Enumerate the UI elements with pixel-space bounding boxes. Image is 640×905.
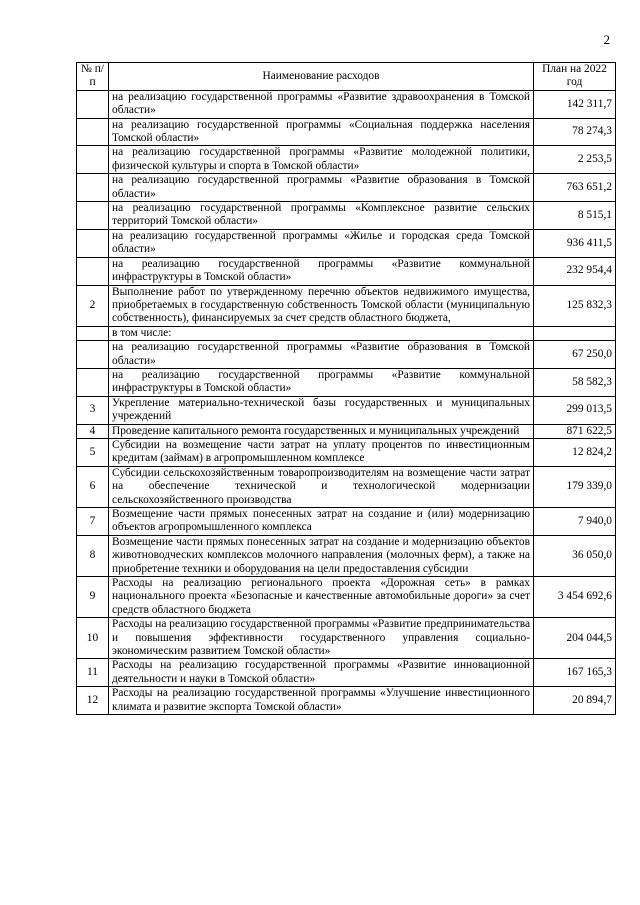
row-plan-value: 20 894,7: [534, 687, 616, 715]
row-description: на реализацию государственной программы «Развитие здравоохранения в Томской области»: [109, 90, 534, 118]
row-number: [77, 229, 109, 257]
row-description: Возмещение части прямых понесенных затрат на создание и модернизацию объектов животноводческих комплексов молочного направления (молочных ферм), а также на приобретение техники и оборудования на цели предоставления субсидии: [109, 535, 534, 576]
budget-table: [76, 62, 616, 715]
row-plan-value: 167 165,3: [534, 659, 616, 687]
table-row: [77, 438, 616, 466]
row-number: [77, 118, 109, 146]
row-description: на реализацию государственной программы «Комплексное развитие сельских территорий Томской области»: [109, 202, 534, 230]
table-row: [77, 659, 616, 687]
row-description: Расходы на реализацию государственной программы «Развитие предпринимательства и повышения эффективности государственного управления социально-экономическим развитием Томской области»: [109, 618, 534, 659]
table-row: [77, 508, 616, 536]
row-plan-value: 232 954,4: [534, 257, 616, 285]
header-number: № п/п: [77, 63, 109, 91]
row-plan-value: 12 824,2: [534, 438, 616, 466]
row-number: 9: [77, 577, 109, 618]
table-row: [77, 285, 616, 326]
row-description: в том числе:: [109, 326, 534, 340]
table-row: [77, 535, 616, 576]
row-number: [77, 368, 109, 396]
row-description: Расходы на реализацию регионального проекта «Дорожная сеть» в рамках национального проекта «Безопасные и качественные автомобильные дороги» за счет средств областного бюджета: [109, 577, 534, 618]
row-description: на реализацию государственной программы «Развитие коммунальной инфраструктуры в Томской области»: [109, 368, 534, 396]
table-row: [77, 687, 616, 715]
row-description: на реализацию государственной программы «Жилье и городская среда Томской области»: [109, 229, 534, 257]
table-row: [77, 174, 616, 202]
row-plan-value: 871 622,5: [534, 424, 616, 438]
header-name: Наименование расходов: [109, 63, 534, 91]
row-number: 3: [77, 396, 109, 424]
row-plan-value: 78 274,3: [534, 118, 616, 146]
row-number: 6: [77, 466, 109, 507]
row-description: Субсидии на возмещение части затрат на уплату процентов по инвестиционным кредитам (займам) в агропромышленном комплексе: [109, 438, 534, 466]
row-plan-value: 7 940,0: [534, 508, 616, 536]
table-row: [77, 326, 616, 340]
row-number: [77, 174, 109, 202]
table-row: [77, 118, 616, 146]
row-number: 5: [77, 438, 109, 466]
row-number: 12: [77, 687, 109, 715]
row-plan-value: 204 044,5: [534, 618, 616, 659]
row-plan-value: 179 339,0: [534, 466, 616, 507]
row-description: Укрепление материально-технической базы государственных и муниципальных учреждений: [109, 396, 534, 424]
table-row: [77, 229, 616, 257]
table-row: [77, 202, 616, 230]
row-number: [77, 90, 109, 118]
row-description: на реализацию государственной программы «Развитие коммунальной инфраструктуры в Томской области»: [109, 257, 534, 285]
row-description: Субсидии сельскохозяйственным товаропроизводителям на возмещение части затрат на обеспечение технической и технологической модернизации сельскохозяйственного производства: [109, 466, 534, 507]
row-plan-value: 125 832,3: [534, 285, 616, 326]
row-description: на реализацию государственной программы «Развитие образования в Томской области»: [109, 341, 534, 369]
table-row: [77, 396, 616, 424]
row-description: Проведение капитального ремонта государственных и муниципальных учреждений: [109, 424, 534, 438]
row-description: на реализацию государственной программы «Развитие образования в Томской области»: [109, 174, 534, 202]
row-number: 7: [77, 508, 109, 536]
row-plan-value: [534, 326, 616, 340]
row-number: [77, 146, 109, 174]
table-row: [77, 466, 616, 507]
row-number: 4: [77, 424, 109, 438]
row-plan-value: 299 013,5: [534, 396, 616, 424]
row-description: на реализацию государственной программы «Развитие молодежной политики, физической культуры и спорта в Томской области»: [109, 146, 534, 174]
table-row: [77, 90, 616, 118]
row-plan-value: 58 582,3: [534, 368, 616, 396]
row-plan-value: 763 651,2: [534, 174, 616, 202]
row-plan-value: 3 454 692,6: [534, 577, 616, 618]
row-description: на реализацию государственной программы «Социальная поддержка населения Томской области»: [109, 118, 534, 146]
table-row: [77, 368, 616, 396]
row-plan-value: 8 515,1: [534, 202, 616, 230]
row-number: [77, 257, 109, 285]
row-plan-value: 142 311,7: [534, 90, 616, 118]
table-row: [77, 577, 616, 618]
row-plan-value: 936 411,5: [534, 229, 616, 257]
row-plan-value: 2 253,5: [534, 146, 616, 174]
page-number: 2: [603, 32, 610, 47]
row-description: Расходы на реализацию государственной программы «Улучшение инвестиционного климата и развитие экспорта Томской области»: [109, 687, 534, 715]
row-description: Возмещение части прямых понесенных затрат на создание и (или) модернизацию объектов агропромышленного комплекса: [109, 508, 534, 536]
row-number: 2: [77, 285, 109, 326]
table-row: [77, 146, 616, 174]
row-number: [77, 202, 109, 230]
row-plan-value: 36 050,0: [534, 535, 616, 576]
table-row: [77, 341, 616, 369]
header-plan: План на 2022 год: [534, 63, 616, 91]
table-row: [77, 424, 616, 438]
row-number: 10: [77, 618, 109, 659]
row-number: 11: [77, 659, 109, 687]
row-number: [77, 341, 109, 369]
row-plan-value: 67 250,0: [534, 341, 616, 369]
table-row: [77, 618, 616, 659]
row-description: Расходы на реализацию государственной программы «Развитие инновационной деятельности и науки в Томской области»: [109, 659, 534, 687]
row-description: Выполнение работ по утвержденному перечню объектов недвижимого имущества, приобретаемых в государственную собственность Томской области (муниципальную собственность), финансируемых за счет средств областного бюджета,: [109, 285, 534, 326]
row-number: 8: [77, 535, 109, 576]
row-number: [77, 326, 109, 340]
table-header-row: [77, 63, 616, 91]
table-row: [77, 257, 616, 285]
